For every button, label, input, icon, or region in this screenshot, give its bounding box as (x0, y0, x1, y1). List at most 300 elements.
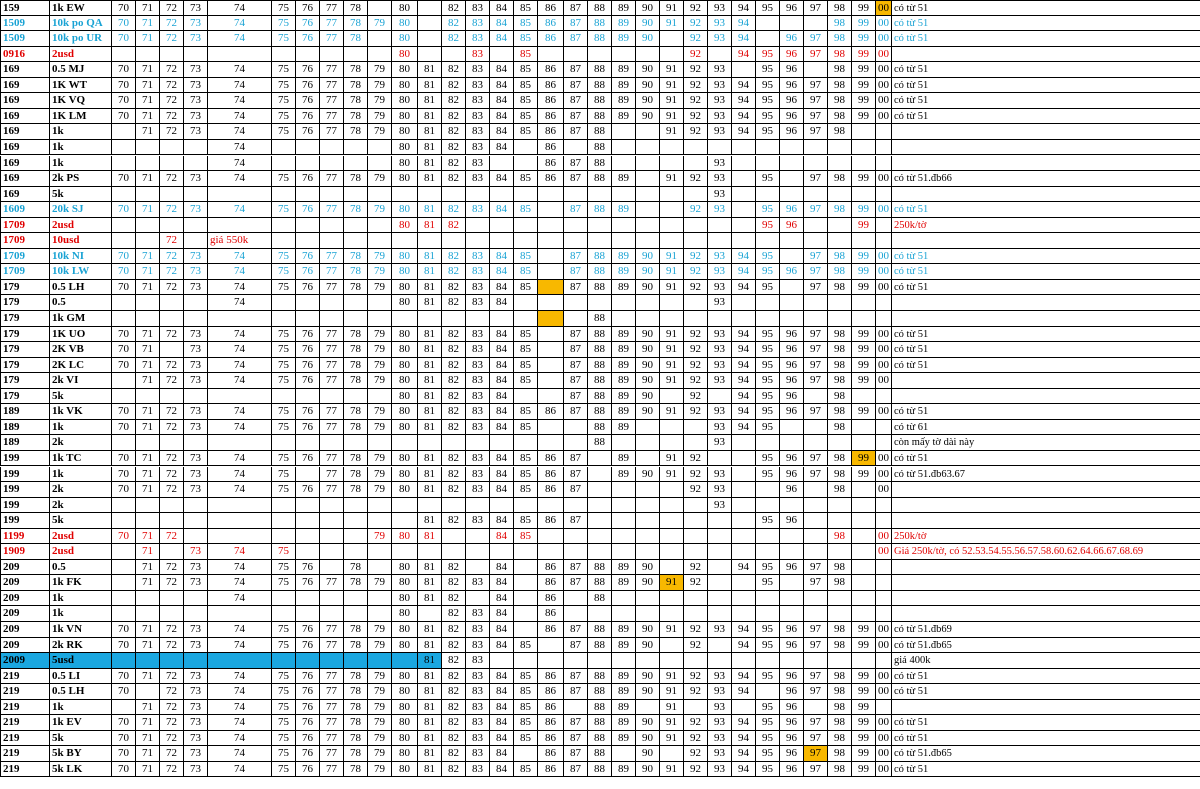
year-cell[interactable] (564, 218, 588, 234)
year-cell[interactable] (514, 575, 538, 591)
year-cell[interactable] (732, 202, 756, 218)
year-cell[interactable]: 75 (272, 280, 296, 296)
remark-cell[interactable] (892, 233, 1200, 249)
year-cell[interactable] (466, 560, 490, 576)
year-cell[interactable]: 00 (876, 373, 892, 389)
year-cell[interactable]: 73 (184, 109, 208, 125)
year-cell[interactable]: 75 (272, 124, 296, 140)
year-cell[interactable]: 83 (466, 638, 490, 654)
year-cell[interactable]: 75 (272, 327, 296, 343)
year-cell[interactable]: 93 (708, 78, 732, 94)
year-cell[interactable]: 96 (780, 62, 804, 78)
year-cell[interactable]: 85 (514, 31, 538, 47)
year-cell[interactable]: 78 (344, 373, 368, 389)
year-cell[interactable]: 78 (344, 762, 368, 778)
year-cell[interactable] (636, 233, 660, 249)
year-cell[interactable]: 79 (368, 264, 392, 280)
year-cell[interactable] (708, 451, 732, 467)
year-cell[interactable]: 90 (636, 280, 660, 296)
year-cell[interactable]: 71 (136, 280, 160, 296)
year-cell[interactable] (564, 187, 588, 203)
year-cell[interactable] (296, 544, 320, 560)
year-cell[interactable]: 00 (876, 358, 892, 374)
year-cell[interactable]: 78 (344, 31, 368, 47)
year-cell[interactable]: 83 (466, 746, 490, 762)
year-cell[interactable]: 78 (344, 109, 368, 125)
year-cell[interactable] (368, 513, 392, 529)
year-cell[interactable]: 83 (466, 264, 490, 280)
year-cell[interactable]: 99 (852, 373, 876, 389)
year-cell[interactable]: 98 (828, 622, 852, 638)
year-cell[interactable] (636, 591, 660, 607)
year-cell[interactable]: 82 (442, 404, 466, 420)
year-cell[interactable]: 93 (708, 482, 732, 498)
year-cell[interactable] (636, 513, 660, 529)
year-cell[interactable]: 78 (344, 280, 368, 296)
year-cell[interactable]: 82 (442, 606, 466, 622)
year-cell[interactable] (732, 498, 756, 514)
year-cell[interactable]: 76 (296, 622, 320, 638)
year-cell[interactable] (466, 435, 490, 451)
year-cell[interactable]: 81 (418, 140, 442, 156)
year-cell[interactable]: 79 (368, 700, 392, 716)
year-cell[interactable]: 93 (708, 731, 732, 747)
date-code-cell[interactable]: 219 (0, 684, 50, 700)
year-cell[interactable] (612, 156, 636, 172)
year-cell[interactable]: 90 (636, 373, 660, 389)
date-code-cell[interactable]: 219 (0, 700, 50, 716)
year-cell[interactable]: 83 (466, 78, 490, 94)
year-cell[interactable]: 87 (564, 669, 588, 685)
year-cell[interactable]: 88 (588, 124, 612, 140)
year-cell[interactable]: 82 (442, 746, 466, 762)
remark-cell[interactable] (892, 311, 1200, 327)
year-cell[interactable]: 92 (684, 62, 708, 78)
year-cell[interactable]: 93 (708, 124, 732, 140)
note-type-cell[interactable]: 20k SJ (50, 202, 112, 218)
year-cell[interactable] (852, 140, 876, 156)
year-cell[interactable] (852, 295, 876, 311)
year-cell[interactable]: 76 (296, 575, 320, 591)
year-cell[interactable] (804, 653, 828, 669)
date-code-cell[interactable]: 179 (0, 295, 50, 311)
year-cell[interactable]: 89 (612, 0, 636, 16)
note-type-cell[interactable]: 10k po QA (50, 16, 112, 32)
year-cell[interactable]: 82 (442, 684, 466, 700)
year-cell[interactable] (756, 311, 780, 327)
year-cell[interactable] (466, 311, 490, 327)
year-cell[interactable] (756, 482, 780, 498)
year-cell[interactable]: 72 (160, 78, 184, 94)
note-type-cell[interactable]: 2usd (50, 529, 112, 545)
year-cell[interactable]: 86 (538, 622, 564, 638)
year-cell[interactable] (564, 47, 588, 63)
year-cell[interactable] (208, 513, 272, 529)
year-cell[interactable]: 79 (368, 451, 392, 467)
year-cell[interactable]: 81 (418, 124, 442, 140)
year-cell[interactable]: 97 (804, 746, 828, 762)
year-cell[interactable]: 00 (876, 202, 892, 218)
year-cell[interactable]: 86 (538, 591, 564, 607)
year-cell[interactable]: 73 (184, 0, 208, 16)
year-cell[interactable]: 70 (112, 109, 136, 125)
year-cell[interactable]: 83 (466, 47, 490, 63)
year-cell[interactable]: 00 (876, 62, 892, 78)
year-cell[interactable] (418, 233, 442, 249)
year-cell[interactable]: 87 (564, 575, 588, 591)
year-cell[interactable]: 81 (418, 669, 442, 685)
year-cell[interactable] (636, 156, 660, 172)
year-cell[interactable]: 93 (708, 684, 732, 700)
year-cell[interactable]: 73 (184, 746, 208, 762)
year-cell[interactable]: 82 (442, 622, 466, 638)
year-cell[interactable]: 91 (660, 124, 684, 140)
year-cell[interactable]: 91 (660, 109, 684, 125)
year-cell[interactable] (272, 606, 296, 622)
year-cell[interactable]: 84 (490, 606, 514, 622)
year-cell[interactable]: 90 (636, 342, 660, 358)
year-cell[interactable]: 82 (442, 591, 466, 607)
year-cell[interactable] (538, 529, 564, 545)
year-cell[interactable]: 95 (756, 358, 780, 374)
year-cell[interactable]: 71 (136, 264, 160, 280)
year-cell[interactable]: 94 (732, 0, 756, 16)
date-code-cell[interactable]: 0916 (0, 47, 50, 63)
year-cell[interactable] (732, 544, 756, 560)
year-cell[interactable] (160, 498, 184, 514)
year-cell[interactable] (208, 218, 272, 234)
year-cell[interactable]: 89 (612, 622, 636, 638)
year-cell[interactable]: 73 (184, 78, 208, 94)
year-cell[interactable]: 76 (296, 560, 320, 576)
year-cell[interactable] (804, 16, 828, 32)
year-cell[interactable]: 75 (272, 731, 296, 747)
year-cell[interactable]: 83 (466, 700, 490, 716)
year-cell[interactable] (368, 653, 392, 669)
year-cell[interactable]: 96 (780, 202, 804, 218)
year-cell[interactable]: 81 (418, 529, 442, 545)
year-cell[interactable]: 94 (732, 93, 756, 109)
year-cell[interactable]: 86 (538, 575, 564, 591)
year-cell[interactable]: 83 (466, 358, 490, 374)
year-cell[interactable] (136, 156, 160, 172)
note-type-cell[interactable]: 2k PS (50, 171, 112, 187)
year-cell[interactable]: 91 (660, 451, 684, 467)
year-cell[interactable]: 88 (588, 575, 612, 591)
year-cell[interactable] (296, 47, 320, 63)
year-cell[interactable]: 88 (588, 140, 612, 156)
year-cell[interactable]: 74 (208, 140, 272, 156)
year-cell[interactable] (320, 606, 344, 622)
year-cell[interactable] (588, 606, 612, 622)
year-cell[interactable] (636, 498, 660, 514)
year-cell[interactable]: 87 (564, 513, 588, 529)
year-cell[interactable]: 71 (136, 731, 160, 747)
year-cell[interactable]: 83 (466, 482, 490, 498)
year-cell[interactable] (612, 311, 636, 327)
date-code-cell[interactable]: 169 (0, 187, 50, 203)
year-cell[interactable] (732, 700, 756, 716)
year-cell[interactable]: 84 (490, 295, 514, 311)
year-cell[interactable]: 71 (136, 93, 160, 109)
year-cell[interactable]: 72 (160, 482, 184, 498)
year-cell[interactable] (208, 498, 272, 514)
year-cell[interactable]: 96 (780, 0, 804, 16)
year-cell[interactable]: 73 (184, 249, 208, 265)
year-cell[interactable]: 98 (828, 124, 852, 140)
year-cell[interactable]: 95 (756, 249, 780, 265)
year-cell[interactable]: 89 (612, 404, 636, 420)
year-cell[interactable]: 85 (514, 93, 538, 109)
year-cell[interactable]: 84 (490, 746, 514, 762)
year-cell[interactable] (732, 233, 756, 249)
note-type-cell[interactable]: 10k NI (50, 249, 112, 265)
year-cell[interactable]: 93 (708, 93, 732, 109)
year-cell[interactable]: 96 (780, 47, 804, 63)
year-cell[interactable]: 78 (344, 746, 368, 762)
year-cell[interactable] (184, 529, 208, 545)
year-cell[interactable] (876, 218, 892, 234)
year-cell[interactable]: 00 (876, 0, 892, 16)
year-cell[interactable]: 87 (564, 482, 588, 498)
year-cell[interactable]: 88 (588, 264, 612, 280)
year-cell[interactable] (490, 187, 514, 203)
year-cell[interactable]: 81 (418, 78, 442, 94)
date-code-cell[interactable]: 1709 (0, 233, 50, 249)
year-cell[interactable]: 80 (392, 218, 418, 234)
year-cell[interactable]: 86 (538, 731, 564, 747)
year-cell[interactable] (804, 187, 828, 203)
year-cell[interactable]: 90 (636, 560, 660, 576)
year-cell[interactable]: 00 (876, 249, 892, 265)
year-cell[interactable]: 81 (418, 342, 442, 358)
year-cell[interactable] (184, 435, 208, 451)
year-cell[interactable] (660, 653, 684, 669)
year-cell[interactable]: 80 (392, 591, 418, 607)
year-cell[interactable]: 91 (660, 731, 684, 747)
year-cell[interactable]: 76 (296, 684, 320, 700)
year-cell[interactable]: 92 (684, 482, 708, 498)
year-cell[interactable]: 87 (564, 62, 588, 78)
year-cell[interactable]: 79 (368, 93, 392, 109)
year-cell[interactable]: 88 (588, 420, 612, 436)
year-cell[interactable]: 70 (112, 249, 136, 265)
year-cell[interactable]: 98 (828, 358, 852, 374)
year-cell[interactable] (272, 187, 296, 203)
year-cell[interactable] (612, 482, 636, 498)
year-cell[interactable]: 96 (780, 373, 804, 389)
year-cell[interactable]: 73 (184, 202, 208, 218)
year-cell[interactable] (660, 746, 684, 762)
year-cell[interactable]: 79 (368, 358, 392, 374)
year-cell[interactable]: 72 (160, 233, 184, 249)
year-cell[interactable]: 98 (828, 700, 852, 716)
year-cell[interactable]: 92 (684, 669, 708, 685)
year-cell[interactable]: 89 (612, 389, 636, 405)
year-cell[interactable] (490, 653, 514, 669)
year-cell[interactable] (418, 16, 442, 32)
year-cell[interactable] (852, 498, 876, 514)
year-cell[interactable] (418, 47, 442, 63)
year-cell[interactable]: 84 (490, 249, 514, 265)
year-cell[interactable] (636, 451, 660, 467)
year-cell[interactable]: 83 (466, 16, 490, 32)
year-cell[interactable] (780, 280, 804, 296)
year-cell[interactable]: 87 (564, 373, 588, 389)
year-cell[interactable] (272, 233, 296, 249)
year-cell[interactable]: 84 (490, 513, 514, 529)
year-cell[interactable]: 74 (208, 78, 272, 94)
year-cell[interactable]: 81 (418, 327, 442, 343)
remark-cell[interactable] (892, 156, 1200, 172)
year-cell[interactable] (136, 218, 160, 234)
year-cell[interactable] (828, 156, 852, 172)
year-cell[interactable]: 91 (660, 467, 684, 483)
year-cell[interactable]: 97 (804, 762, 828, 778)
remark-cell[interactable]: có từ 51 (892, 762, 1200, 778)
year-cell[interactable] (136, 187, 160, 203)
year-cell[interactable]: 70 (112, 684, 136, 700)
year-cell[interactable] (184, 498, 208, 514)
year-cell[interactable]: 73 (184, 171, 208, 187)
year-cell[interactable]: 96 (780, 731, 804, 747)
year-cell[interactable]: 70 (112, 731, 136, 747)
year-cell[interactable]: 99 (852, 622, 876, 638)
year-cell[interactable]: 90 (636, 109, 660, 125)
year-cell[interactable]: 99 (852, 467, 876, 483)
remark-cell[interactable]: có từ 51 (892, 731, 1200, 747)
remark-cell[interactable] (892, 498, 1200, 514)
year-cell[interactable] (418, 435, 442, 451)
year-cell[interactable]: 74 (208, 249, 272, 265)
year-cell[interactable]: 74 (208, 342, 272, 358)
year-cell[interactable]: 84 (490, 482, 514, 498)
year-cell[interactable] (612, 498, 636, 514)
year-cell[interactable] (636, 529, 660, 545)
year-cell[interactable] (514, 544, 538, 560)
year-cell[interactable]: 78 (344, 249, 368, 265)
note-type-cell[interactable]: 1k (50, 700, 112, 716)
year-cell[interactable]: 71 (136, 31, 160, 47)
year-cell[interactable]: 72 (160, 16, 184, 32)
year-cell[interactable] (392, 498, 418, 514)
year-cell[interactable]: 86 (538, 513, 564, 529)
year-cell[interactable] (136, 311, 160, 327)
year-cell[interactable]: 88 (588, 684, 612, 700)
year-cell[interactable]: 00 (876, 78, 892, 94)
year-cell[interactable]: 92 (684, 575, 708, 591)
year-cell[interactable]: 98 (828, 373, 852, 389)
year-cell[interactable]: 98 (828, 451, 852, 467)
remark-cell[interactable] (892, 187, 1200, 203)
year-cell[interactable]: 99 (852, 264, 876, 280)
year-cell[interactable]: 82 (442, 653, 466, 669)
year-cell[interactable]: 97 (804, 0, 828, 16)
year-cell[interactable]: 86 (538, 746, 564, 762)
year-cell[interactable]: 82 (442, 327, 466, 343)
year-cell[interactable]: 96 (780, 746, 804, 762)
year-cell[interactable]: 99 (852, 700, 876, 716)
note-type-cell[interactable]: 0.5 LH (50, 280, 112, 296)
year-cell[interactable]: 72 (160, 93, 184, 109)
year-cell[interactable]: 76 (296, 731, 320, 747)
year-cell[interactable]: 94 (732, 560, 756, 576)
note-type-cell[interactable]: 5k (50, 187, 112, 203)
year-cell[interactable]: 71 (136, 373, 160, 389)
year-cell[interactable] (852, 389, 876, 405)
year-cell[interactable]: 83 (466, 513, 490, 529)
year-cell[interactable]: 95 (756, 109, 780, 125)
year-cell[interactable]: 00 (876, 669, 892, 685)
year-cell[interactable] (136, 295, 160, 311)
note-type-cell[interactable]: 1k EW (50, 0, 112, 16)
year-cell[interactable]: 86 (538, 109, 564, 125)
year-cell[interactable] (756, 140, 780, 156)
year-cell[interactable] (368, 544, 392, 560)
year-cell[interactable] (828, 233, 852, 249)
year-cell[interactable]: 89 (612, 467, 636, 483)
year-cell[interactable]: 95 (756, 420, 780, 436)
year-cell[interactable]: 88 (588, 342, 612, 358)
year-cell[interactable] (272, 218, 296, 234)
year-cell[interactable] (418, 544, 442, 560)
year-cell[interactable]: 78 (344, 404, 368, 420)
note-type-cell[interactable]: 1K VQ (50, 93, 112, 109)
year-cell[interactable]: 90 (636, 358, 660, 374)
year-cell[interactable] (660, 311, 684, 327)
year-cell[interactable] (160, 591, 184, 607)
remark-cell[interactable]: có từ 51 (892, 280, 1200, 296)
year-cell[interactable]: 87 (564, 93, 588, 109)
year-cell[interactable]: 71 (136, 560, 160, 576)
year-cell[interactable]: 72 (160, 762, 184, 778)
date-code-cell[interactable]: 1709 (0, 218, 50, 234)
year-cell[interactable]: 81 (418, 218, 442, 234)
year-cell[interactable] (344, 187, 368, 203)
year-cell[interactable]: 84 (490, 591, 514, 607)
year-cell[interactable] (756, 156, 780, 172)
year-cell[interactable] (852, 156, 876, 172)
year-cell[interactable]: 75 (272, 373, 296, 389)
year-cell[interactable] (344, 218, 368, 234)
date-code-cell[interactable]: 199 (0, 498, 50, 514)
year-cell[interactable] (208, 187, 272, 203)
year-cell[interactable] (296, 233, 320, 249)
year-cell[interactable]: 75 (272, 171, 296, 187)
year-cell[interactable]: 80 (392, 451, 418, 467)
year-cell[interactable] (538, 498, 564, 514)
year-cell[interactable]: 94 (732, 715, 756, 731)
year-cell[interactable]: 96 (780, 124, 804, 140)
year-cell[interactable] (876, 606, 892, 622)
year-cell[interactable]: 83 (466, 327, 490, 343)
year-cell[interactable]: 86 (538, 93, 564, 109)
remark-cell[interactable] (892, 373, 1200, 389)
remark-cell[interactable]: có từ 51.đb65 (892, 638, 1200, 654)
year-cell[interactable] (660, 560, 684, 576)
year-cell[interactable]: 94 (732, 684, 756, 700)
year-cell[interactable]: 74 (208, 156, 272, 172)
year-cell[interactable] (184, 513, 208, 529)
year-cell[interactable] (136, 606, 160, 622)
year-cell[interactable]: 75 (272, 202, 296, 218)
year-cell[interactable]: 92 (684, 373, 708, 389)
year-cell[interactable]: 84 (490, 467, 514, 483)
year-cell[interactable]: 89 (612, 700, 636, 716)
year-cell[interactable] (708, 544, 732, 560)
year-cell[interactable]: 71 (136, 544, 160, 560)
date-code-cell[interactable]: 209 (0, 638, 50, 654)
